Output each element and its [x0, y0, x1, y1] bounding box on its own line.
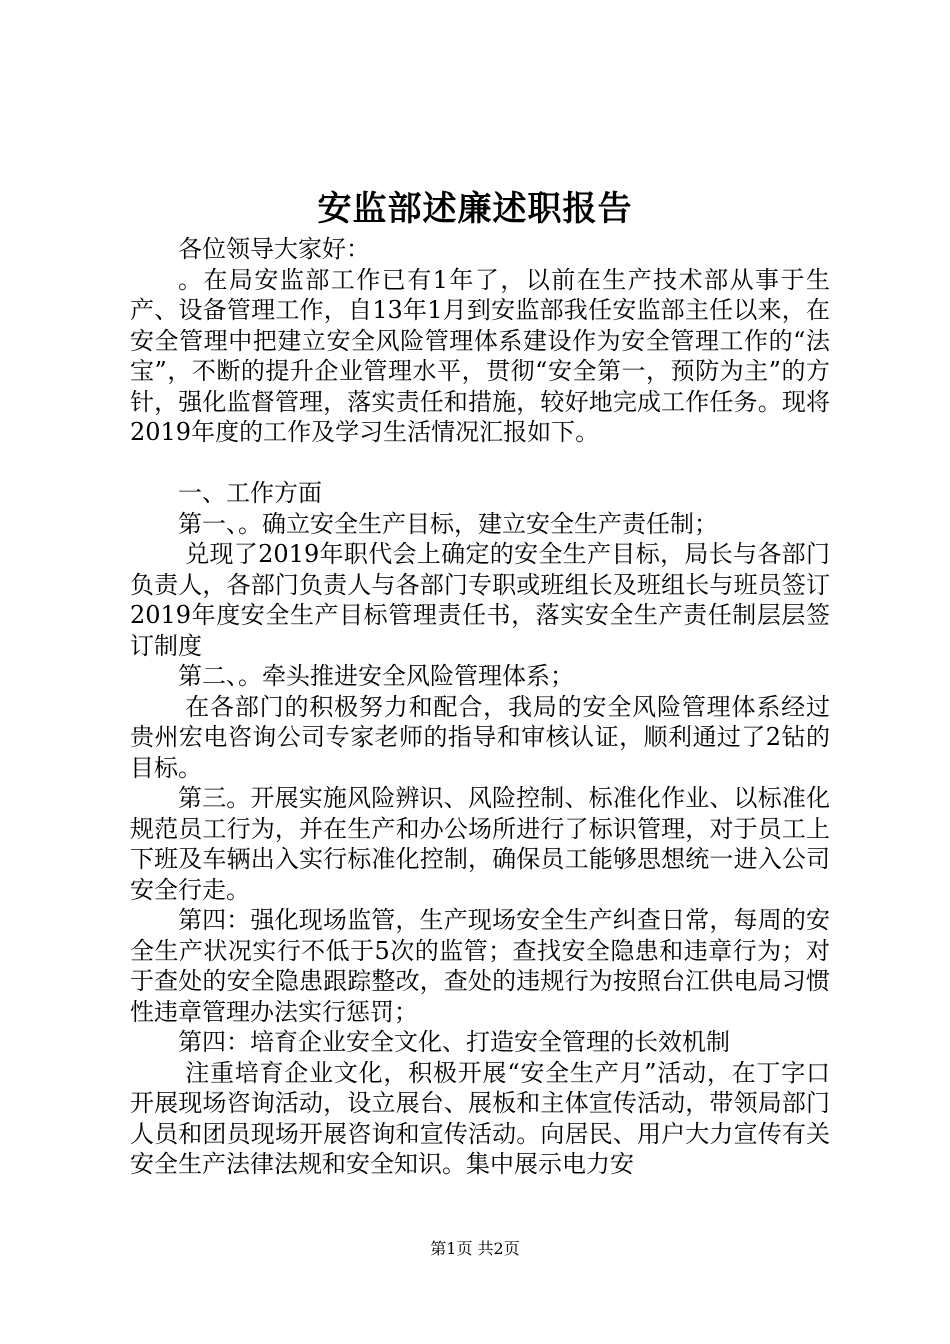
paragraph-spacer — [130, 448, 830, 479]
item2-body: 在各部门的积极努力和配合，我局的安全风险管理体系经过贵州宏电咨询公司专家老师的指导和审核认证，顺利通过了2钻的目标。 — [130, 692, 830, 782]
item5-heading: 第四：培育企业安全文化、打造安全管理的长效机制 — [178, 1028, 730, 1056]
document-title: 安监部述廉述职报告 — [317, 189, 633, 229]
greeting-paragraph: 各位领导大家好： — [178, 235, 370, 263]
document-body — [130, 234, 830, 1180]
item5-body: 注重培育企业文化，积极开展“安全生产月”活动，在丁字口开展现场咨询活动，设立展台、展板和主体宣传活动，带领局部门人员和团员现场开展咨询和宣传活动。向居民、用户大力宣传有关安全生产法律法规和安全知识。集中展示电力安 — [130, 1058, 830, 1178]
page-footer: 第1页 共2页 — [430, 1239, 520, 1258]
item1-heading: 第一、。确立安全生产目标，建立安全生产责任制； — [178, 509, 718, 538]
item4-paragraph: 第四：强化现场监管，生产现场安全生产纠查日常，每周的安全生产状况实行不低于5次的监管；查找安全隐患和违章行为；对于查处的安全隐患跟踪整改，查处的违规行为按照台江供电局习惯性违章管理办法实行惩罚； — [130, 906, 830, 1026]
item1-body: 兑现了2019年职代会上确定的安全生产目标，局长与各部门负责人，各部门负责人与各部门专职或班组长及班组长与班员签订2019年度安全生产目标管理责任书，落实安全生产责任制层层签订制度 — [130, 540, 830, 660]
item2-heading: 第二、。牵头推进安全风险管理体系； — [178, 662, 574, 690]
section-heading: 一、工作方面 — [178, 479, 322, 507]
item3-paragraph: 第三。开展实施风险辨识、风险控制、标准化作业、以标准化规范员工行为，并在生产和办公场所进行了标识管理，对于员工上下班及车辆出入实行标准化控制，确保员工能够思想统一进入公司安全行走。 — [130, 784, 830, 904]
intro-paragraph: 。在局安监部工作已有1年了，以前在生产技术部从事于生产、设备管理工作，自13年1月到安监部我任安监部主任以来，在安全管理中把建立安全风险管理体系建设作为安全管理工作的“法宝”，不断的提升企业管理水平，贯彻“安全第一，预防为主”的方针，强化监督管理，落实责任和措施，较好地完成工作任务。现将2019年度的工作及学习生活情况汇报如下。 — [130, 265, 830, 446]
